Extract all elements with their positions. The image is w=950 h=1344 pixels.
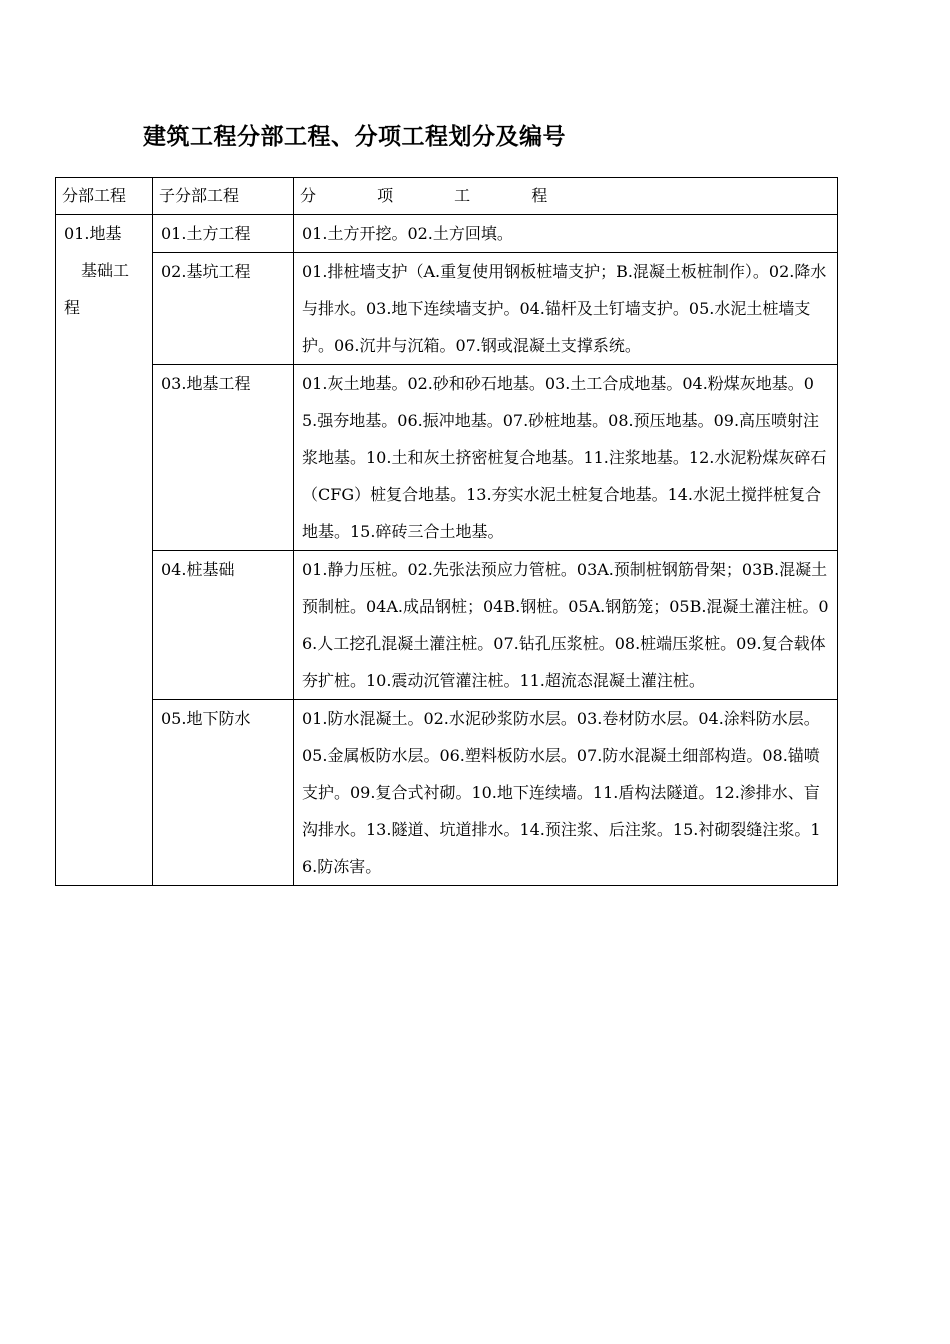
table-row: [56, 253, 838, 365]
table-row: [56, 700, 838, 886]
table-row: [56, 551, 838, 700]
table-header-row: [56, 178, 838, 215]
division-cell: [56, 215, 153, 886]
table-row: [56, 365, 838, 551]
subdivision-cell: 01.土方工程: [153, 215, 294, 253]
subdivision-cell: 05.地下防水: [153, 700, 294, 886]
items-cell: 01.土方开挖。02.土方回填。: [294, 215, 838, 253]
header-subdivision: 子分部工程: [153, 178, 294, 215]
subdivision-cell: 03.地基工程: [153, 365, 294, 551]
document-title: 建筑工程分部工程、分项工程划分及编号: [143, 124, 566, 150]
division-line-2: 基础工: [81, 261, 130, 280]
subdivision-cell: 04.桩基础: [153, 551, 294, 700]
table-row: [56, 215, 838, 253]
subdivision-cell: 02.基坑工程: [153, 253, 294, 365]
items-cell: 01.静力压桩。02.先张法预应力管桩。03A.预制桩钢筋骨架；03B.混凝土预制桩。04A.成品钢桩；04B.钢桩。05A.钢筋笼；05B.混凝土灌注桩。06.人工挖孔混凝土灌注桩。07.钻孔压浆桩。08.桩端压浆桩。09.复合载体夯扩桩。10.震动沉管灌注桩。11.超流态混凝土灌注桩。: [294, 551, 838, 700]
items-cell: 01.灰土地基。02.砂和砂石地基。03.土工合成地基。04.粉煤灰地基。05.强夯地基。06.振冲地基。07.砂桩地基。08.预压地基。09.高压喷射注浆地基。10.土和灰土挤密桩复合地基。11.注浆地基。12.水泥粉煤灰碎石（CFG）桩复合地基。13.夯实水泥土桩复合地基。14.水泥土搅拌桩复合地基。15.碎砖三合土地基。: [294, 365, 838, 551]
division-table: [55, 177, 838, 886]
header-items: 分 项 工 程: [294, 178, 838, 215]
header-division: 分部工程: [56, 178, 153, 215]
items-cell: 01.排桩墙支护（A.重复使用钢板桩墙支护；B.混凝土板桩制作）。02.降水与排水。03.地下连续墙支护。04.锚杆及土钉墙支护。05.水泥土桩墙支护。06.沉井与沉箱。07.钢或混凝土支撑系统。: [294, 253, 838, 365]
division-line-3: 程: [64, 298, 81, 317]
items-cell: 01.防水混凝土。02.水泥砂浆防水层。03.卷材防水层。04.涂料防水层。05.金属板防水层。06.塑料板防水层。07.防水混凝土细部构造。08.锚喷支护。09.复合式衬砌。10.地下连续墙。11.盾构法隧道。12.渗排水、盲沟排水。13.隧道、坑道排水。14.预注浆、后注浆。15.衬砌裂缝注浆。16.防冻害。: [294, 700, 838, 886]
division-line-1: 01.地基: [64, 224, 122, 243]
